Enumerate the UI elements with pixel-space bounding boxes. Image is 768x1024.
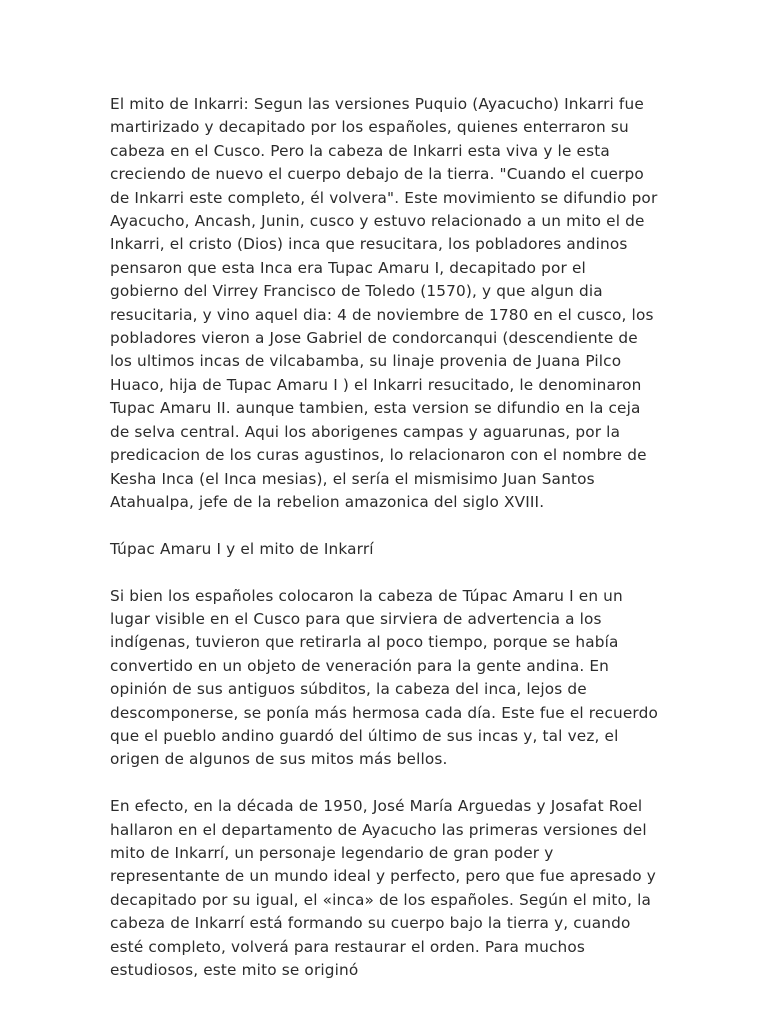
paragraph-arguedas: En efecto, en la década de 1950, José María Arguedas y Josafat Roel hallaron en el departamento de Ayacucho las primeras versiones del mito de Inkarrí, un personaje legendario de gran poder y representante de un mundo ideal y perfecto, pero que fue apresado y decapitado por su igual, el «inca» de los españoles. Según el mito, la cabeza de Inkarrí está formando su cuerpo bajo la tierra y, cuando esté completo, volverá para restaurar el orden. Para muchos estudiosos, este mito se originó [110, 797, 656, 979]
paragraph-inkarri-myth [110, 93, 658, 514]
paragraph-lead: El mito de Inkarri: [110, 95, 249, 113]
paragraph-body: Segun las versiones Puquio (Ayacucho) Inkarri fue martirizado y decapitado por los españoles, quienes enterraron su cabeza en el Cusco. Pero la cabeza de Inkarri esta viva y le esta creciendo de nuevo el cuerpo debajo de la tierra. "Cuando el cuerpo de Inkarri este completo, él volvera". Este movimiento se difundio por Ayacucho, Ancash, Junin, cusco y estuvo relacionado a un mito el de Inkarri, el cristo (Dios) inca que resucitara, los pobladores andinos pensaron que esta Inca era Tupac Amaru I, decapitado por el gobierno del Virrey Francisco de Toledo (1570), y que algun dia resucitaria, y vino aquel dia: 4 de noviembre de 1780 en el cusco, los pobladores vieron a Jose Gabriel de condorcanqui (descendiente de los ultimos incas de vilcabamba, su linaje provenia de Juana Pilco Huaco, hija de Tupac Amaru I ) el Inkarri resucitado, le denominaron Tupac Amaru II. aunque tambien, esta version se difundio en la ceja de selva central. Aqui los aborigenes campas y aguarunas, por la predicacion de los curas agustinos, lo relacionaron con el nombre de Kesha Inca (el Inca mesias), el sería el mismisimo Juan Santos Atahualpa, jefe de la rebelion amazonica del siglo XVIII. [110, 95, 658, 511]
document-page [110, 93, 658, 1006]
section-heading: Túpac Amaru I y el mito de Inkarrí [110, 539, 374, 558]
paragraph-tupac-amaru: Si bien los españoles colocaron la cabeza de Túpac Amaru I en un lugar visible en el Cusco para que sirviera de advertencia a los indígenas, tuvieron que retirarla al poco tiempo, porque se había convertido en un objeto de veneración para la gente andina. En opinión de sus antiguos súbditos, la cabeza del inca, lejos de descomponerse, se ponía más hermosa cada día. Este fue el recuerdo que el pueblo andino guardó del último de sus incas y, tal vez, el origen de algunos de sus mitos más bellos. [110, 586, 658, 769]
